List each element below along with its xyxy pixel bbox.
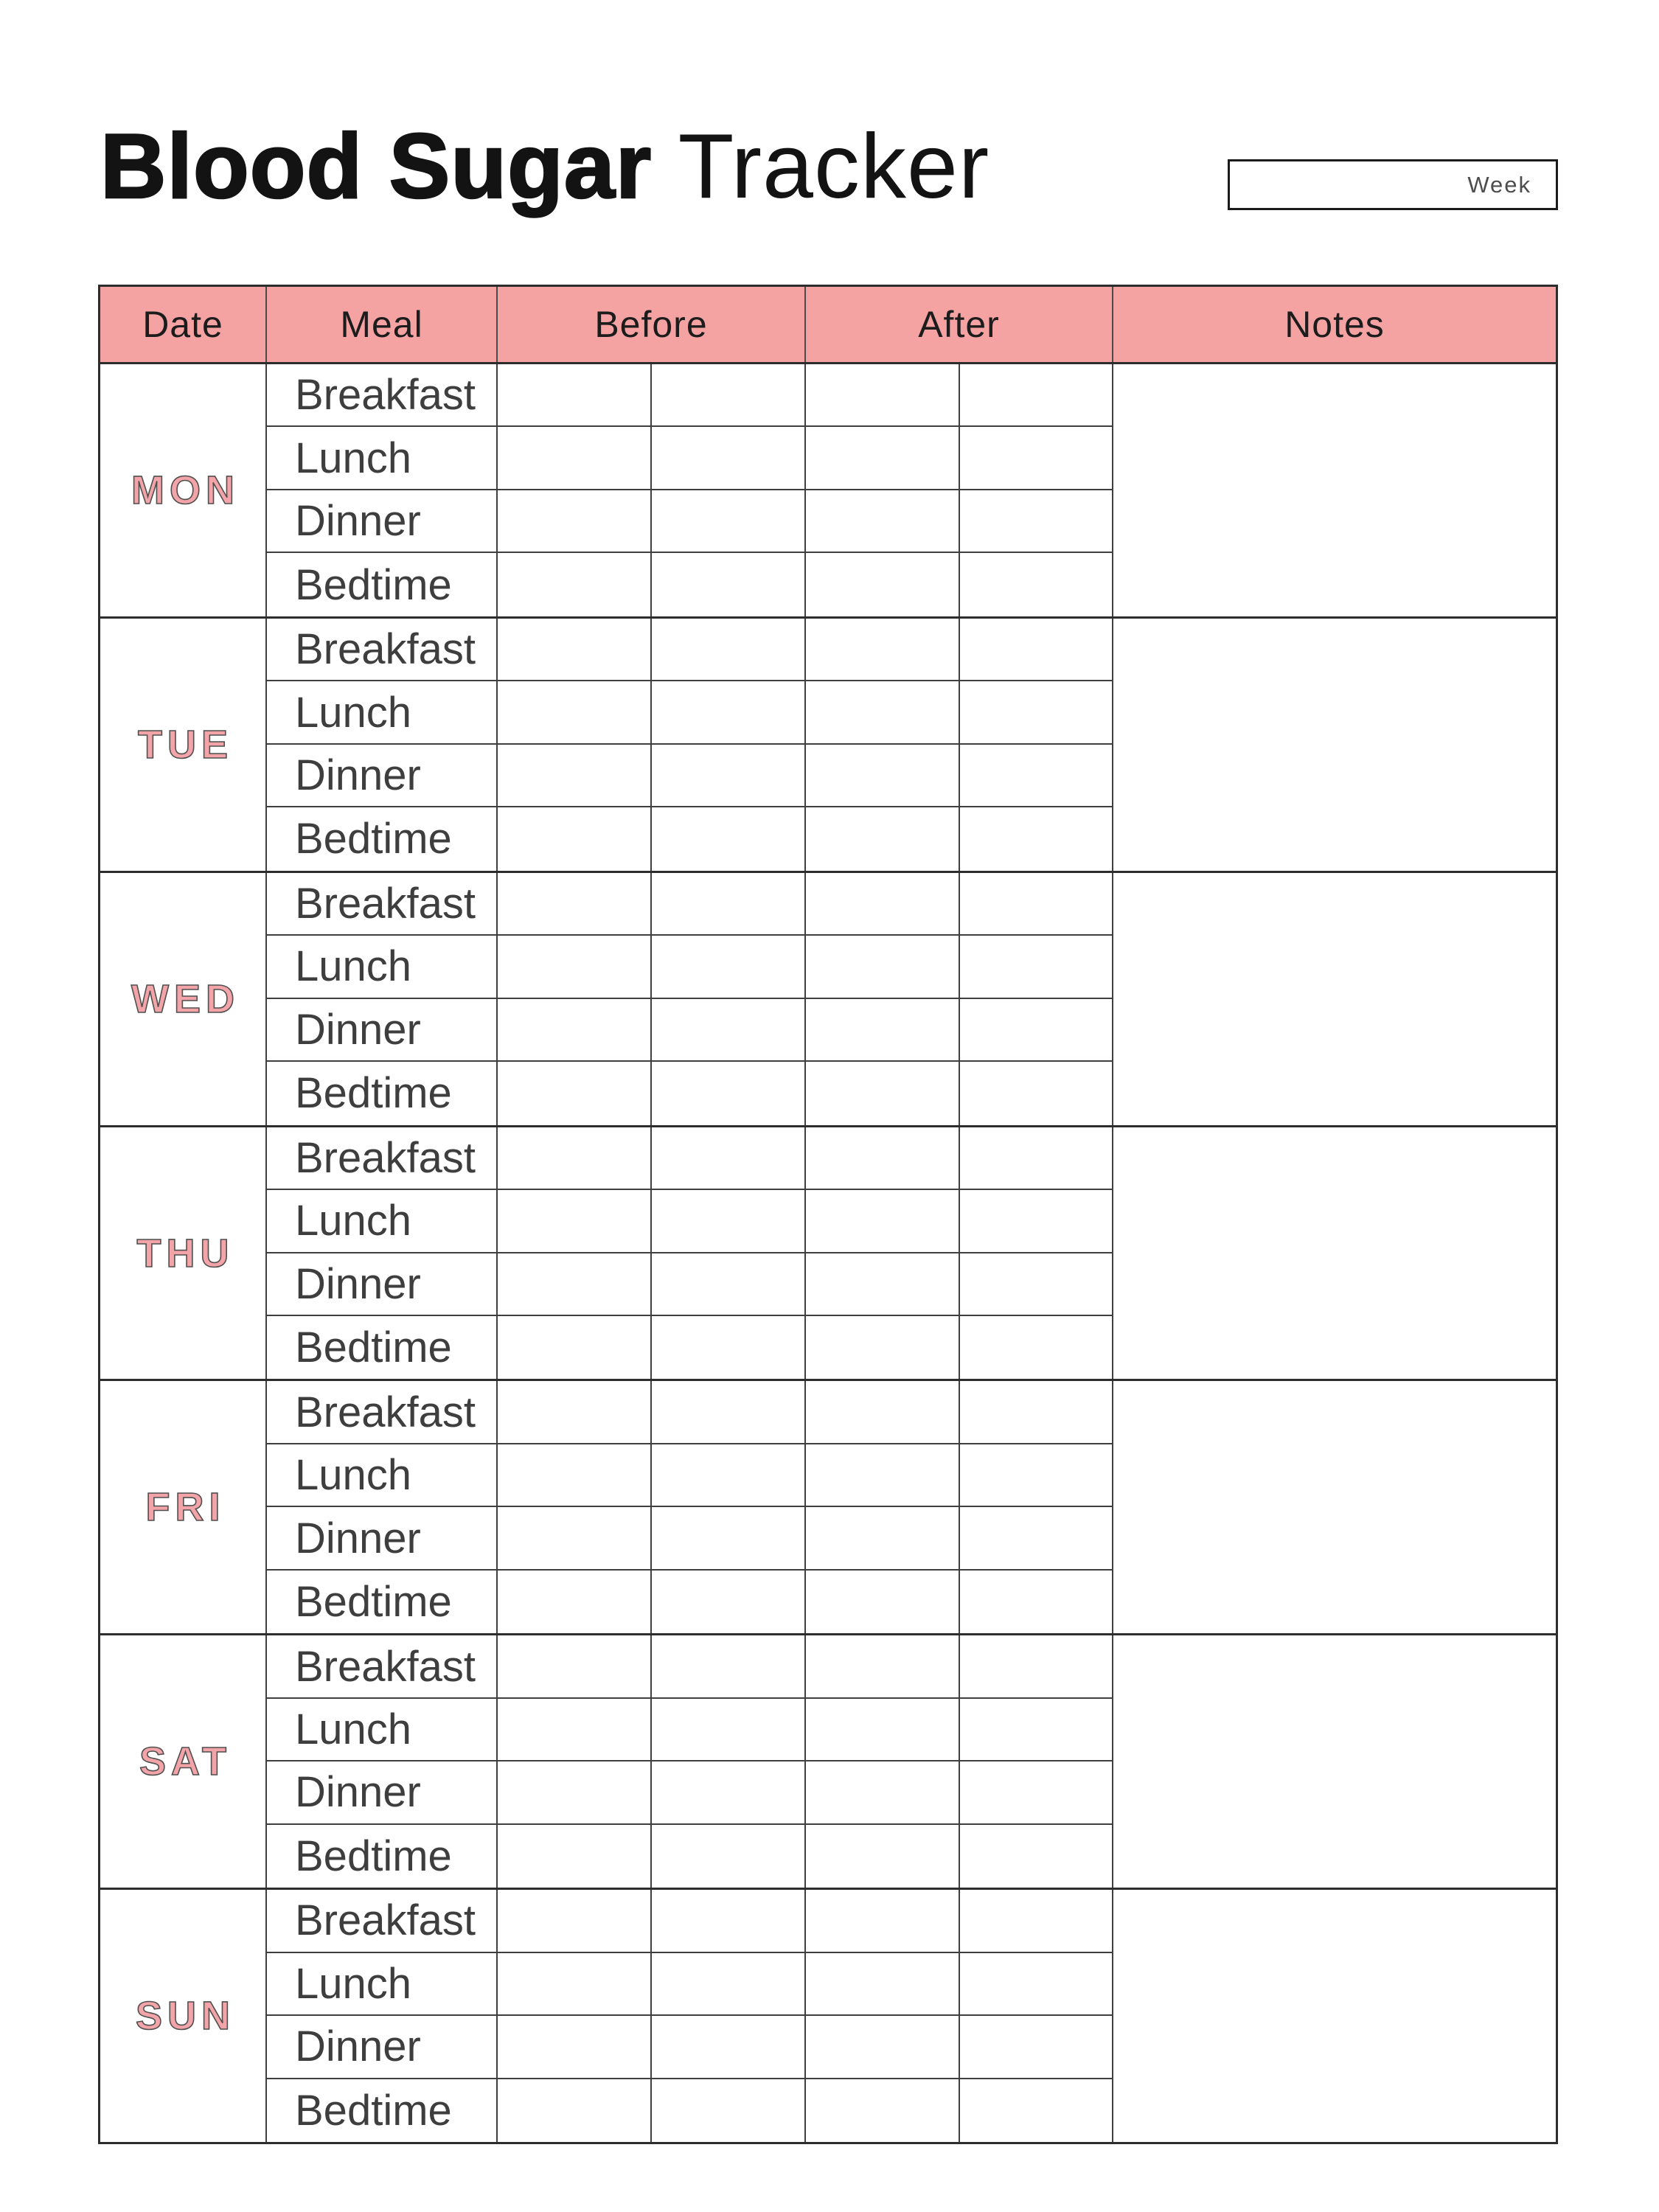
notes-entry-cell[interactable] (1113, 1381, 1556, 1633)
meal-label: Bedtime (267, 1571, 498, 1633)
before-entry-cell-b[interactable] (652, 1062, 806, 1124)
after-entry-cell-b[interactable] (960, 1507, 1113, 1570)
after-entry-cell-a[interactable] (806, 999, 960, 1062)
before-entry-cell-b[interactable] (652, 553, 806, 616)
meal-label: Breakfast (267, 1890, 498, 1952)
before-entry-cell-b[interactable] (652, 619, 806, 681)
meal-label: Breakfast (267, 1381, 498, 1444)
after-entry-cell-a[interactable] (806, 1127, 960, 1190)
day-label-text: WED (131, 976, 240, 1021)
before-entry-cell-a[interactable] (498, 681, 652, 744)
before-entry-cell-a[interactable] (498, 619, 652, 681)
meal-label: Lunch (267, 1190, 498, 1253)
before-entry-cell-b[interactable] (652, 1127, 806, 1190)
title-secondary: Tracker (678, 116, 990, 218)
before-entry-cell-a[interactable] (498, 553, 652, 616)
after-entry-cell-b[interactable] (960, 1381, 1113, 1444)
meal-label: Lunch (267, 936, 498, 998)
before-entry-cell-b[interactable] (652, 807, 806, 870)
day-label-sun (100, 1890, 267, 2142)
after-entry-cell-b[interactable] (960, 619, 1113, 681)
meal-label: Lunch (267, 1699, 498, 1761)
day-label-thu (100, 1127, 267, 1380)
before-entry-cell-a[interactable] (498, 2079, 652, 2142)
before-entry-cell-b[interactable] (652, 1316, 806, 1379)
after-entry-cell-a[interactable] (806, 2079, 960, 2142)
before-entry-cell-b[interactable] (652, 936, 806, 998)
after-entry-cell-a[interactable] (806, 745, 960, 807)
before-entry-cell-b[interactable] (652, 490, 806, 553)
after-entry-cell-b[interactable] (960, 1253, 1113, 1316)
before-entry-cell-a[interactable] (498, 873, 652, 936)
before-entry-cell-a[interactable] (498, 1890, 652, 1952)
before-entry-cell-b[interactable] (652, 1825, 806, 1888)
before-entry-cell-a[interactable] (498, 1761, 652, 1824)
meal-label: Breakfast (267, 1127, 498, 1190)
notes-entry-cell[interactable] (1113, 619, 1556, 871)
after-entry-cell-b[interactable] (960, 1825, 1113, 1888)
before-entry-cell-b[interactable] (652, 1253, 806, 1316)
before-entry-cell-b[interactable] (652, 427, 806, 490)
before-entry-cell-a[interactable] (498, 1190, 652, 1253)
meal-label: Bedtime (267, 1316, 498, 1379)
before-entry-cell-a[interactable] (498, 1507, 652, 1570)
meal-label: Dinner (267, 490, 498, 553)
after-entry-cell-a[interactable] (806, 1571, 960, 1633)
meal-label: Dinner (267, 2016, 498, 2079)
before-entry-cell-a[interactable] (498, 936, 652, 998)
before-entry-cell-a[interactable] (498, 1316, 652, 1379)
after-entry-cell-a[interactable] (806, 553, 960, 616)
meal-label: Dinner (267, 1507, 498, 1570)
after-entry-cell-a[interactable] (806, 1381, 960, 1444)
before-entry-cell-a[interactable] (498, 1253, 652, 1316)
after-entry-cell-b[interactable] (960, 364, 1113, 427)
before-entry-cell-a[interactable] (498, 490, 652, 553)
meal-label: Breakfast (267, 619, 498, 681)
after-entry-cell-b[interactable] (960, 2016, 1113, 2079)
before-entry-cell-a[interactable] (498, 999, 652, 1062)
after-entry-cell-b[interactable] (960, 681, 1113, 744)
column-header-meal: Meal (267, 287, 498, 362)
after-entry-cell-b[interactable] (960, 2079, 1113, 2142)
day-label-text: SAT (139, 1739, 232, 1784)
notes-entry-cell[interactable] (1113, 1890, 1556, 2142)
notes-entry-cell[interactable] (1113, 873, 1556, 1125)
day-label-text: SUN (135, 1994, 235, 2039)
day-label-sat (100, 1635, 267, 1888)
notes-entry-cell[interactable] (1113, 364, 1556, 616)
after-entry-cell-b[interactable] (960, 1062, 1113, 1124)
before-entry-cell-b[interactable] (652, 1444, 806, 1507)
before-entry-cell-b[interactable] (652, 1190, 806, 1253)
after-entry-cell-b[interactable] (960, 1761, 1113, 1824)
before-entry-cell-a[interactable] (498, 807, 652, 870)
after-entry-cell-a[interactable] (806, 681, 960, 744)
day-block-tue (100, 619, 1556, 873)
day-label-wed (100, 873, 267, 1125)
after-entry-cell-a[interactable] (806, 873, 960, 936)
after-entry-cell-a[interactable] (806, 1699, 960, 1761)
day-block-thu (100, 1127, 1556, 1382)
after-entry-cell-b[interactable] (960, 1316, 1113, 1379)
before-entry-cell-b[interactable] (652, 1571, 806, 1633)
before-entry-cell-a[interactable] (498, 1127, 652, 1190)
meal-label: Bedtime (267, 1062, 498, 1124)
before-entry-cell-b[interactable] (652, 1953, 806, 2016)
meal-label: Dinner (267, 999, 498, 1062)
after-entry-cell-a[interactable] (806, 1190, 960, 1253)
day-block-mon (100, 364, 1556, 619)
day-label-text: MON (131, 467, 240, 512)
after-entry-cell-a[interactable] (806, 1953, 960, 2016)
page-title (100, 116, 990, 217)
after-entry-cell-a[interactable] (806, 1890, 960, 1952)
meal-label: Bedtime (267, 2079, 498, 2142)
before-entry-cell-b[interactable] (652, 681, 806, 744)
after-entry-cell-b[interactable] (960, 873, 1113, 936)
week-label: Week (1467, 171, 1531, 198)
notes-entry-cell[interactable] (1113, 1635, 1556, 1888)
after-entry-cell-b[interactable] (960, 490, 1113, 553)
meal-label: Dinner (267, 745, 498, 807)
column-header-notes: Notes (1284, 304, 1385, 345)
before-entry-cell-b[interactable] (652, 1890, 806, 1952)
after-entry-cell-a[interactable] (806, 1825, 960, 1888)
after-entry-cell-a[interactable] (806, 807, 960, 870)
table-header-row (100, 287, 1556, 364)
meal-label: Dinner (267, 1761, 498, 1824)
after-entry-cell-b[interactable] (960, 999, 1113, 1062)
after-entry-cell-b[interactable] (960, 1953, 1113, 2016)
after-entry-cell-b[interactable] (960, 1635, 1113, 1698)
after-entry-cell-b[interactable] (960, 427, 1113, 490)
before-entry-cell-a[interactable] (498, 1825, 652, 1888)
after-entry-cell-b[interactable] (960, 1444, 1113, 1507)
after-entry-cell-a[interactable] (806, 1316, 960, 1379)
before-entry-cell-a[interactable] (498, 1062, 652, 1124)
after-entry-cell-a[interactable] (806, 1062, 960, 1124)
meal-label: Lunch (267, 1953, 498, 2016)
after-entry-cell-a[interactable] (806, 2016, 960, 2079)
before-entry-cell-b[interactable] (652, 1635, 806, 1698)
before-entry-cell-b[interactable] (652, 873, 806, 936)
notes-entry-cell[interactable] (1113, 1127, 1556, 1380)
after-entry-cell-a[interactable] (806, 1507, 960, 1570)
day-label-text: TUE (138, 722, 233, 767)
meal-label: Breakfast (267, 364, 498, 427)
after-entry-cell-a[interactable] (806, 364, 960, 427)
after-entry-cell-a[interactable] (806, 1761, 960, 1824)
after-entry-cell-b[interactable] (960, 1190, 1113, 1253)
after-entry-cell-a[interactable] (806, 1253, 960, 1316)
after-entry-cell-a[interactable] (806, 490, 960, 553)
tracker-table (98, 285, 1558, 2144)
after-entry-cell-b[interactable] (960, 936, 1113, 998)
day-block-sun (100, 1890, 1556, 2142)
before-entry-cell-a[interactable] (498, 1444, 652, 1507)
before-entry-cell-a[interactable] (498, 1571, 652, 1633)
column-header-after: After (806, 287, 1113, 362)
after-entry-cell-a[interactable] (806, 1444, 960, 1507)
after-entry-cell-b[interactable] (960, 1127, 1113, 1190)
before-entry-cell-a[interactable] (498, 364, 652, 427)
meal-label: Bedtime (267, 1825, 498, 1888)
after-entry-cell-b[interactable] (960, 745, 1113, 807)
day-block-wed (100, 873, 1556, 1127)
meal-label: Lunch (267, 427, 498, 490)
week-field[interactable] (1228, 159, 1558, 210)
day-label-fri (100, 1381, 267, 1633)
before-entry-cell-b[interactable] (652, 2016, 806, 2079)
before-entry-cell-a[interactable] (498, 2016, 652, 2079)
column-header-date: Date (100, 287, 267, 362)
meal-label: Bedtime (267, 553, 498, 616)
meal-label: Lunch (267, 1444, 498, 1507)
meal-label: Dinner (267, 1253, 498, 1316)
after-entry-cell-a[interactable] (806, 1635, 960, 1698)
after-entry-cell-a[interactable] (806, 619, 960, 681)
before-entry-cell-a[interactable] (498, 1699, 652, 1761)
day-label-tue (100, 619, 267, 871)
before-entry-cell-a[interactable] (498, 745, 652, 807)
after-entry-cell-b[interactable] (960, 1699, 1113, 1761)
before-entry-cell-b[interactable] (652, 1699, 806, 1761)
before-entry-cell-b[interactable] (652, 1381, 806, 1444)
before-entry-cell-b[interactable] (652, 2079, 806, 2142)
title-primary: Blood Sugar (100, 116, 678, 218)
before-entry-cell-b[interactable] (652, 999, 806, 1062)
after-entry-cell-a[interactable] (806, 427, 960, 490)
before-entry-cell-a[interactable] (498, 1381, 652, 1444)
before-entry-cell-a[interactable] (498, 427, 652, 490)
before-entry-cell-a[interactable] (498, 1953, 652, 2016)
day-label-text: FRI (145, 1485, 226, 1530)
column-header-before: Before (498, 287, 806, 362)
day-label-text: THU (136, 1231, 234, 1276)
before-entry-cell-b[interactable] (652, 1507, 806, 1570)
day-block-sat (100, 1635, 1556, 1890)
before-entry-cell-b[interactable] (652, 364, 806, 427)
after-entry-cell-b[interactable] (960, 553, 1113, 616)
meal-label: Breakfast (267, 1635, 498, 1698)
after-entry-cell-b[interactable] (960, 807, 1113, 870)
day-block-fri (100, 1381, 1556, 1635)
meal-label: Breakfast (267, 873, 498, 936)
day-label-mon (100, 364, 267, 616)
after-entry-cell-b[interactable] (960, 1890, 1113, 1952)
before-entry-cell-b[interactable] (652, 1761, 806, 1824)
meal-label: Bedtime (267, 807, 498, 870)
before-entry-cell-a[interactable] (498, 1635, 652, 1698)
after-entry-cell-b[interactable] (960, 1571, 1113, 1633)
before-entry-cell-b[interactable] (652, 745, 806, 807)
meal-label: Lunch (267, 681, 498, 744)
after-entry-cell-a[interactable] (806, 936, 960, 998)
